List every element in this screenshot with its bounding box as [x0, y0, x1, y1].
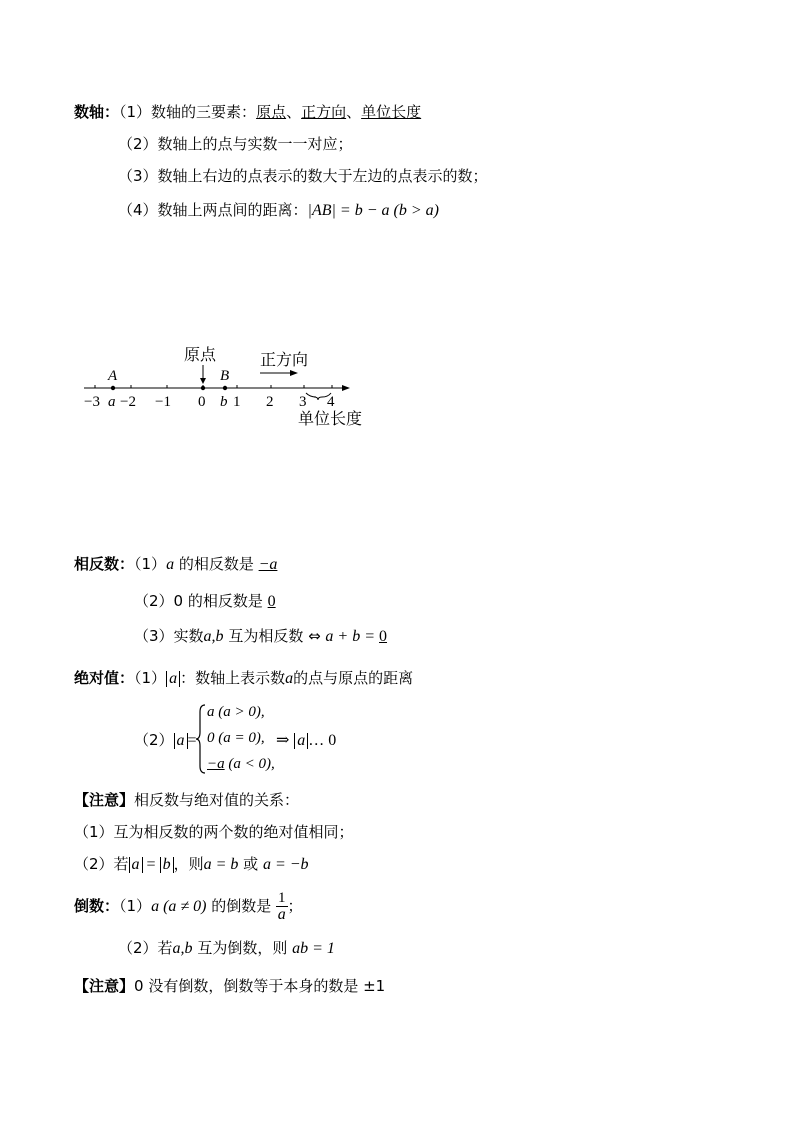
opposite-item3-mid: 互为相反数 ⇔ [223, 627, 326, 645]
result-tail: … 0 [308, 732, 337, 749]
point-b-upper: B [220, 368, 230, 384]
separator: 、 [286, 103, 302, 121]
formula-a-eq-b: a = b [203, 856, 239, 873]
opposite-item1 [74, 554, 277, 575]
case-zero: 0 (a = 0), [207, 730, 265, 746]
number-line-item4 [118, 200, 439, 221]
opposite-answer-neg-a: −a [258, 556, 278, 573]
opposite-item2-prefix: （2）0 的相反数是 [134, 592, 268, 610]
opposite-item3-prefix: （3）实数 [134, 627, 204, 645]
number-line-item2: （2）数轴上的点与实数一一对应； [118, 135, 353, 153]
note1-label: 【注意】 [74, 791, 135, 809]
vars-ab: a,b [203, 628, 224, 645]
note1-text: 相反数与绝对值的关系： [134, 791, 300, 809]
axis-arrow-head [342, 385, 350, 391]
cases-brace [196, 704, 206, 774]
fraction-numerator: 1 [278, 890, 286, 906]
tick-label-m2: −2 [120, 394, 136, 410]
reciprocal-item2 [118, 938, 335, 959]
opposite-item1-prefix: （1） [134, 555, 167, 573]
or-word: 或 [238, 855, 263, 873]
reciprocal-heading: 倒数： [74, 897, 120, 915]
note2-line [74, 976, 385, 996]
vars-ab: a,b [172, 940, 193, 957]
number-line-figure [78, 340, 378, 435]
absolute-item1-text: ：数轴上表示数 [180, 669, 286, 687]
product-formula: ab = 1 [292, 940, 335, 957]
direction-arrow-head [290, 370, 298, 376]
tick-label-4: 4 [327, 394, 335, 410]
var-a: a [285, 670, 294, 687]
reciprocal-item2-mid: 互为倒数，则 [192, 939, 293, 957]
distance-formula: |AB| = b − a (b > a) [307, 202, 439, 219]
number-line-item4-prefix: （4）数轴上两点间的距离： [118, 201, 308, 219]
equals-sign: = [187, 732, 197, 749]
case-negative-value: −a [207, 756, 225, 772]
point-a-lower: a [108, 394, 116, 410]
tick-label-1: 1 [233, 394, 241, 410]
reciprocal-item1-mid: 的倒数是 [206, 897, 277, 915]
reciprocal-item2-prefix: （2）若 [118, 939, 173, 957]
point-a-upper: A [108, 368, 118, 384]
sum-answer: 0 [379, 628, 388, 645]
opposite-item1-mid: 的相反数是 [174, 555, 259, 573]
case-positive: a (a > 0), [207, 704, 265, 720]
abs-a: a [129, 857, 143, 873]
abs-a: a [174, 733, 188, 749]
absolute-result [276, 730, 336, 751]
reciprocal-item1-end: ； [287, 897, 303, 915]
reciprocal-item1-prefix: （1） [119, 897, 152, 915]
point-b-dot [223, 386, 227, 390]
label-direction: 正方向 [260, 350, 309, 369]
absolute-item2-lhs [134, 730, 197, 751]
absolute-heading: 绝对值： [74, 669, 135, 687]
number-line-item1-prefix: （1）数轴的三要素： [119, 103, 257, 121]
term-origin: 原点 [256, 103, 287, 121]
absolute-item1-prefix: （1） [134, 669, 167, 687]
absolute-item1 [74, 668, 413, 689]
case-negative [207, 756, 275, 773]
absolute-item2-prefix: （2） [134, 731, 174, 749]
nonzero-a-formula: a (a ≠ 0) [151, 898, 207, 915]
point-b-lower: b [220, 394, 228, 410]
abs-a: a [294, 733, 308, 749]
opposite-item3 [134, 626, 387, 647]
reciprocal-item1 [74, 888, 303, 925]
label-origin: 原点 [184, 345, 217, 364]
formula-a-eq-neg-b: a = −b [262, 856, 309, 873]
number-line-heading: 数轴： [74, 103, 120, 121]
separator: 、 [346, 103, 362, 121]
opposite-item2 [134, 591, 276, 612]
note1-line [74, 790, 299, 810]
term-unit-length: 单位长度 [361, 103, 422, 121]
opposite-heading: 相反数： [74, 555, 135, 573]
number-line-item1 [74, 102, 421, 122]
note1-item2-mid: ，则 [173, 855, 204, 873]
fraction-one-over-a [276, 890, 288, 923]
implies-symbol: ⇒ [276, 732, 290, 749]
note1-item2 [74, 854, 309, 875]
fraction-denominator: a [277, 906, 286, 923]
term-direction: 正方向 [301, 103, 347, 121]
equals-sign: = [142, 856, 160, 873]
tick-label-m3: −3 [84, 394, 100, 410]
tick-label-m1: −1 [155, 394, 171, 410]
tick-label-3: 3 [299, 394, 307, 410]
abs-a: a [166, 671, 180, 687]
case-negative-condition: (a < 0), [228, 756, 275, 772]
var-a: a [166, 556, 175, 573]
absolute-item1-tail: 的点与原点的距离 [293, 669, 414, 687]
note1-item1: （1）互为相反数的两个数的绝对值相同； [74, 823, 354, 841]
point-a-dot [111, 386, 115, 390]
origin-arrow-head [200, 378, 206, 384]
label-unit-length: 单位长度 [298, 409, 363, 428]
origin-dot [201, 386, 205, 390]
number-line-item3: （3）数轴上右边的点表示的数大于左边的点表示的数； [118, 167, 488, 185]
tick-label-0: 0 [198, 394, 206, 410]
note1-item2-prefix: （2）若 [74, 855, 129, 873]
opposite-answer-zero: 0 [267, 593, 276, 610]
tick-label-2: 2 [266, 394, 274, 410]
note2-text: 0 没有倒数，倒数等于本身的数是 ±1 [134, 977, 386, 995]
sum-formula: a + b = [325, 628, 380, 645]
note2-label: 【注意】 [74, 977, 135, 995]
abs-b: b [160, 857, 174, 873]
